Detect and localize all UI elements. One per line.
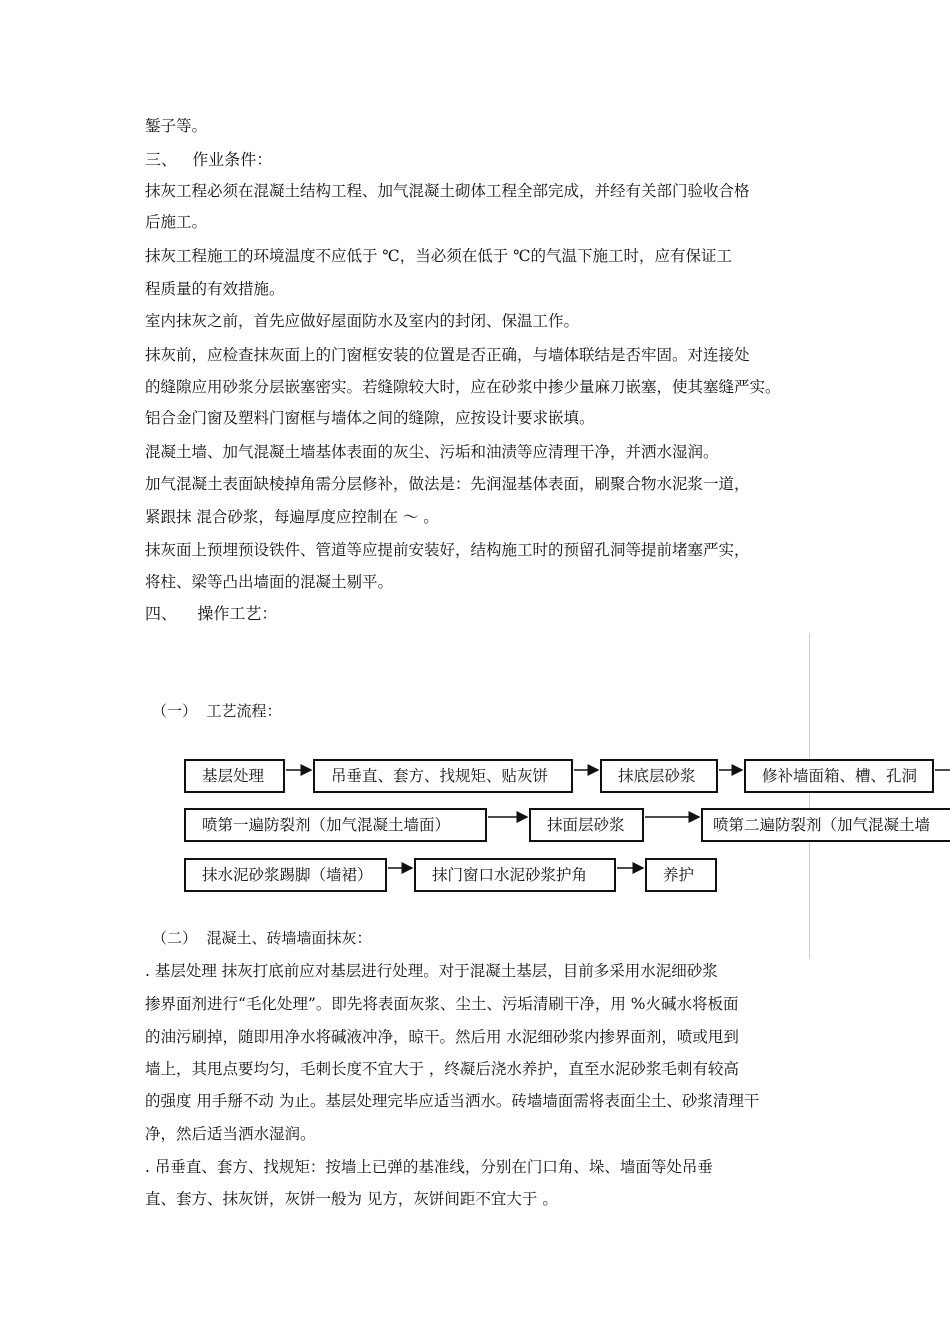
text-line: 程质量的有效措施。 xyxy=(145,280,285,298)
text-line: . 基层处理 抹灰打底前应对基层进行处理。对于混凝土基层，目前多采用水泥细砂浆 xyxy=(145,962,718,980)
text-line: 紧跟抹 混合砂浆，每遍厚度应控制在 ～ 。 xyxy=(145,508,439,526)
flow-step-repair-holes: 修补墙面箱、槽、孔洞 xyxy=(744,759,934,793)
text-line: 墙上，其甩点要均匀，毛刺长度不宜大于 ，终凝后浇水养护，直至水泥砂浆毛刺有较高 xyxy=(145,1060,739,1078)
text-line: 混凝土墙、加气混凝土墙基体表面的灰尘、污垢和油渍等应清理干净，并洒水湿润。 xyxy=(145,443,719,461)
text-line: . 吊垂直、套方、找规矩：按墙上已弹的基准线，分别在门口角、垛、墙面等处吊垂 xyxy=(145,1158,713,1176)
text-line: 錾子等。 xyxy=(145,117,208,135)
text-line: 后施工。 xyxy=(145,213,208,231)
text-line: 净，然后适当洒水湿润。 xyxy=(145,1125,316,1143)
section-title: 作业条件： xyxy=(192,150,273,169)
section-number: 四、 xyxy=(145,604,178,623)
text-line: 抹灰面上预埋预设铁件、管道等应提前安装好，结构施工时的预留孔洞等提前堵塞严实， xyxy=(145,541,750,559)
text-line: 掺界面剂进行“毛化处理”。即先将表面灰浆、尘土、污垢清刷干净，用 %火碱水将板面 xyxy=(145,995,739,1013)
text-line: 直、套方、抹灰饼，灰饼一般为 见方，灰饼间距不宜大于 。 xyxy=(145,1190,558,1208)
flow-step-corner-guard: 抹门窗口水泥砂浆护角 xyxy=(414,858,616,892)
flow-step-second-crack-spray: 喷第二遍防裂剂（加气混凝土墙 xyxy=(701,808,950,842)
text-line: 铝合金门窗及塑料门窗框与墙体之间的缝隙，应按设计要求嵌填。 xyxy=(145,409,595,427)
flow-step-base-treatment: 基层处理 xyxy=(184,759,285,793)
text-line: 抹灰工程施工的环境温度不应低于 ℃，当必须在低于 ℃的气温下施工时，应有保证工 xyxy=(145,247,733,265)
text-line: 将柱、梁等凸出墙面的混凝土剔平。 xyxy=(145,573,394,591)
flow-step-skirting: 抹水泥砂浆踢脚（墙裙） xyxy=(184,858,387,892)
section-title: 操作工艺： xyxy=(197,604,278,623)
text-line: 的缝隙应用砂浆分层嵌塞密实。若缝隙较大时，应在砂浆中掺少量麻刀嵌塞，使其塞缝严实。 xyxy=(145,378,781,396)
text-line: 的油污刷掉，随即用净水将碱液冲净，晾干。然后用 水泥细砂浆内掺界面剂，喷或甩到 xyxy=(145,1028,739,1046)
flow-step-first-crack-spray: 喷第一遍防裂剂（加气混凝土墙面） xyxy=(184,808,487,842)
flow-step-base-coat: 抹底层砂浆 xyxy=(600,759,718,793)
flow-step-plumb-square: 吊垂直、套方、找规矩、贴灰饼 xyxy=(313,759,573,793)
subsection-label: （二） 混凝土、砖墙墙面抹灰： xyxy=(152,929,372,947)
text-line: 室内抹灰之前，首先应做好屋面防水及室内的封闭、保温工作。 xyxy=(145,312,580,330)
section-number: 三、 xyxy=(145,150,178,169)
flow-step-curing: 养护 xyxy=(645,858,717,892)
text-line: 抹灰工程必须在混凝土结构工程、加气混凝土砌体工程全部完成，并经有关部门验收合格 xyxy=(145,182,750,200)
text-line: 加气混凝土表面缺棱掉角需分层修补，做法是：先润湿基体表面，刷聚合物水泥浆一道， xyxy=(145,475,750,493)
flow-label: （一） 工艺流程： xyxy=(152,702,282,720)
flow-step-finish-coat: 抹面层砂浆 xyxy=(529,808,644,842)
text-line: 的强度 用手掰不动 为止。基层处理完毕应适当洒水。砖墙墙面需将表面尘土、砂浆清理干 xyxy=(145,1092,760,1110)
text-line: 抹灰前，应检查抹灰面上的门窗框安装的位置是否正确，与墙体联结是否牢固。对连接处 xyxy=(145,346,750,364)
